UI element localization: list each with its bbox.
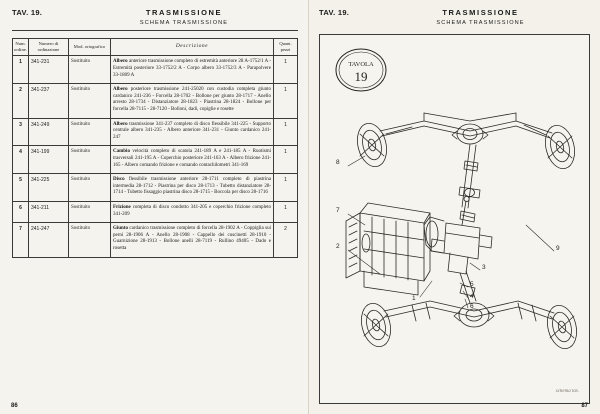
row-desc-lead: Disco	[113, 177, 125, 183]
table-row	[13, 146, 298, 174]
badge-line1: TAVOLA	[348, 61, 374, 68]
folio-right: 87	[581, 403, 588, 409]
section-title-left: TRASMISSIONE	[145, 8, 223, 17]
right-page-header	[319, 8, 590, 26]
row-desc	[111, 56, 274, 84]
col-header-modif: Mod. ortografico	[69, 39, 111, 56]
row-desc-body: posteriore trasmissione 241-25020 con custodia completa giunto cardanico 241-236 - Forcella 28-1702 - Bollone per giunto 28-1717 - Anello arresto 28-1734 - Distanziatore 28-1823 - Piastrina 28-1824 - Bollone per forcella 28-7115 - 28-7120 - Bolloni, dadi, copiglie e rosette	[113, 87, 271, 113]
table-bottom-rule	[12, 257, 298, 258]
tav-label-left: TAV. 19.	[12, 8, 43, 17]
row-code: 341-237	[29, 84, 69, 118]
row-code: 341-231	[29, 56, 69, 84]
illustration-plate	[319, 34, 590, 404]
row-desc-lead: Albero	[113, 87, 128, 93]
engine-group	[346, 203, 430, 295]
badge-line2: 19	[354, 69, 368, 84]
row-desc-lead: Giunto	[113, 226, 129, 232]
callout-2: 2	[336, 243, 340, 250]
row-num: 2	[13, 84, 29, 118]
row-qty: 1	[274, 146, 298, 174]
callout-4: 4	[470, 293, 474, 300]
callout-8: 8	[336, 159, 340, 166]
row-desc-body: trasmissione 341-237 completo di disco flessibile 341-225 - Supporto centrale albero 341-235 - Albero anteriore 341-231 - Giunto cardanico 241-247	[113, 121, 271, 140]
propeller-shaft-group	[459, 144, 480, 222]
callout-leader-lines	[348, 156, 554, 308]
table-row	[13, 223, 298, 257]
header-rule-left	[12, 30, 298, 31]
table-header-row	[13, 39, 298, 56]
row-num: 6	[13, 201, 29, 222]
row-qty: 1	[274, 201, 298, 222]
col-header-desc: Descrizione	[111, 39, 274, 56]
row-modif: Sostituito	[69, 84, 111, 118]
row-modif: Sostituito	[69, 146, 111, 174]
table-row	[13, 84, 298, 118]
row-qty: 2	[274, 223, 298, 257]
table-row	[13, 56, 298, 84]
section-subtitle-left: SCHEMA TRASMISSIONE	[139, 20, 229, 26]
row-modif: Sostituito	[69, 56, 111, 84]
section-subtitle-right: SCHEMA TRASMISSIONE	[436, 20, 525, 26]
row-qty: 1	[274, 84, 298, 118]
tavola-badge	[334, 45, 388, 95]
table-row	[13, 174, 298, 202]
callout-7: 7	[336, 207, 340, 214]
row-desc-lead: Cambio	[113, 149, 130, 155]
callout-3: 3	[482, 264, 486, 271]
row-num: 4	[13, 146, 29, 174]
row-desc-lead: Frizione	[113, 204, 131, 210]
row-desc-body: cardanico trasmissione completo di forcella 28-1902 A - Coppiglia sui perni 28-1906 A - Anello 28-1908 - Cappello dei cuscinetti 28-1910 - Guarnizione 28-1913 - Bollone anelli 28-7119 - Rullino 49405 - Dado e rosetta	[113, 226, 271, 251]
row-num: 5	[13, 174, 29, 202]
rear-axle-group	[357, 271, 581, 352]
row-desc-body: velocità completo di scatola 241-189 A e 241-185 A - Ruotismi trasversali 241-195 A - Coperchio posteriore 241-163 A - Albero frizione 241-165 - Albero comando frizione e comando contachilometri 341-169	[113, 149, 271, 168]
row-modif: Sostituito	[69, 174, 111, 202]
row-desc	[111, 174, 274, 202]
row-modif: Sostituito	[69, 223, 111, 257]
row-code: 241-247	[29, 223, 69, 257]
row-code: 341-199	[29, 146, 69, 174]
callout-1: 1	[412, 295, 416, 302]
row-num: 1	[13, 56, 29, 84]
table-row	[13, 201, 298, 222]
row-qty: 1	[274, 56, 298, 84]
col-header-qty: Quant. pezzi	[274, 39, 298, 56]
right-page	[308, 0, 600, 414]
row-desc-body: flessibile trasmissione anteriore 28-1711 completo di piastrina intermedia 28-1712 - Piastrina per disco 28-1713 - Tubetto distanziatore 28-1714 - Tubetto fissaggio piastrina disco 28-1715 - Boccola per disco 28-1716	[113, 177, 271, 196]
section-title-right: TRASMISSIONE	[442, 8, 519, 17]
row-modif: Sostituito	[69, 201, 111, 222]
row-desc-body: anteriore trasmissione completo di estremità anteriore 28 A-1752/1 A - Estremità posteriore 33-1752/2 A - Corpo albero 33-1752/3 A - Parapolvere 33-1809 A	[113, 59, 271, 78]
row-num: 7	[13, 223, 29, 257]
left-page-header	[12, 8, 298, 26]
row-desc-lead: Albero	[113, 59, 128, 65]
parts-table-body	[13, 56, 298, 257]
row-code: 341-225	[29, 174, 69, 202]
col-header-num: Num. ordine.	[13, 39, 29, 56]
row-qty: 1	[274, 118, 298, 146]
row-desc-body: completa di disco condotto 341-205 e coperchio frizione completo 341-209	[113, 204, 271, 217]
row-qty: 1	[274, 174, 298, 202]
folio-left: 86	[11, 403, 18, 409]
row-desc	[111, 223, 274, 257]
row-code: 341-211	[29, 201, 69, 222]
col-header-code: Numero di ordinazione	[29, 39, 69, 56]
callout-6: 6	[470, 303, 474, 310]
table-row	[13, 118, 298, 146]
row-num: 3	[13, 118, 29, 146]
row-modif: Sostituito	[69, 118, 111, 146]
row-desc	[111, 84, 274, 118]
tav-label-right: TAV. 19.	[319, 8, 350, 17]
callout-5: 5	[470, 281, 474, 288]
row-desc	[111, 146, 274, 174]
front-axle-group	[353, 113, 579, 172]
callout-9: 9	[556, 245, 560, 252]
plate-signature: schema tav.	[555, 389, 579, 394]
row-code: 341-249	[29, 118, 69, 146]
parts-table	[12, 38, 298, 257]
row-desc	[111, 118, 274, 146]
gearbox-group	[424, 196, 492, 274]
row-desc-lead: Albero	[113, 121, 128, 127]
row-desc	[111, 201, 274, 222]
